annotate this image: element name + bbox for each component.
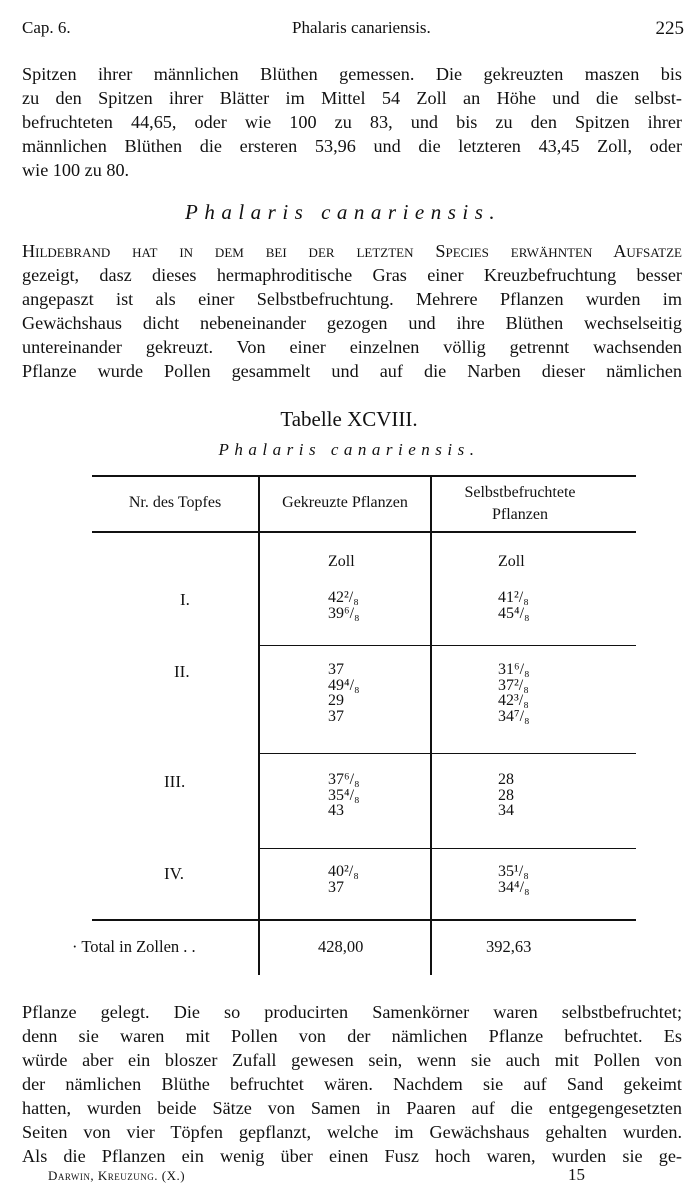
text-line: denn sie waren mit Pollen von der nämlichen Pflanze befruchtet. Es	[22, 1026, 682, 1046]
text-line: zu den Spitzen ihrer Blätter im Mittel 54 Zoll an Höhe und die selbst-	[22, 88, 682, 108]
self-values	[498, 772, 514, 819]
value: 35⁴/₈	[328, 786, 360, 804]
crossed-values	[328, 772, 360, 819]
crossed-values	[328, 864, 359, 895]
group-rule	[258, 645, 636, 646]
total-self: 392,63	[486, 937, 532, 956]
value: 37	[328, 878, 344, 896]
self-values	[498, 864, 530, 895]
pot-number: II.	[174, 662, 190, 681]
section-paragraph	[22, 239, 682, 383]
value: 28	[498, 786, 514, 804]
running-title: Phalaris canariensis.	[292, 18, 431, 37]
value: 43	[328, 802, 344, 819]
column-header-pot: Nr. des Topfes	[128, 494, 222, 511]
intro-paragraph	[22, 62, 682, 182]
outro-paragraph	[22, 1000, 682, 1168]
text-line: würde aber ein bloszer Zufall gewesen sein, wenn sie auch mit Pollen von	[22, 1050, 682, 1070]
self-values	[498, 662, 530, 724]
value: 45⁴/₈	[498, 604, 530, 622]
signature-mark: 15	[568, 1165, 585, 1184]
total-rule	[92, 919, 636, 921]
column-header-self: Selbstbefruchtete Pflanzen	[464, 484, 576, 523]
section-title: Phalaris canariensis.	[185, 200, 502, 224]
pot-number: IV.	[164, 864, 184, 883]
text-line: Gewächshaus dicht nebeneinander gezogen und ihre Blüthen wechselseitig	[22, 313, 682, 333]
self-values	[498, 590, 530, 621]
unit-label: Zoll	[328, 553, 355, 570]
text-line: hatten, wurden beide Sätze von Samen in Paaren auf die entgegengesetzten	[22, 1098, 682, 1118]
group-rule	[258, 848, 636, 849]
text-line: untereinander gekreuzt. Von einer einzelnen völlig getrennt wachsenden	[22, 337, 682, 357]
text-line: Pflanze gelegt. Die so producirten Samenkörner waren selbstbefruchtet;	[22, 1002, 682, 1022]
text-line: männlichen Blüthen die ersteren 53,96 und die letzteren 43,45 Zoll, oder	[22, 136, 682, 156]
column-divider	[430, 477, 432, 975]
table-title: Tabelle XCVIII.	[280, 407, 418, 431]
value: 41²/₈	[498, 589, 529, 606]
value: 34	[498, 802, 514, 819]
value: 37	[328, 707, 344, 725]
footer-source: Darwin, Kreuzung. (X.)	[48, 1168, 186, 1183]
text-line: wie 100 zu 80.	[22, 160, 130, 180]
value: 31⁶/₈	[498, 661, 530, 678]
column-divider	[258, 477, 260, 975]
crossed-values	[328, 662, 360, 724]
value: 29	[328, 692, 344, 709]
total-crossed: 428,00	[318, 937, 364, 956]
chapter-label: Cap. 6.	[22, 18, 71, 37]
text-line: der nämlichen Blüthe befruchtet wären. Nachdem sie auf Sand gekeimt	[22, 1074, 682, 1094]
text-line-content: Hildebrand hat in dem bei der letzten Species erwähnten Aufsatze	[22, 241, 682, 261]
column-header-crossed: Gekreuzte Pflanzen	[282, 494, 408, 511]
pot-number: III.	[164, 772, 186, 791]
text-line: Als die Pflanzen ein wenig über einen Fusz hoch waren, wurden sie ge-	[22, 1146, 682, 1166]
value: 39⁶/₈	[328, 604, 360, 622]
running-header	[22, 18, 684, 48]
text-line	[22, 239, 682, 263]
value: 37⁶/₈	[328, 771, 360, 788]
text-line: Pflanze wurde Pollen gesammelt und auf die Narben dieser nämlichen	[22, 361, 682, 381]
group-rule	[258, 753, 636, 754]
text-line: angepaszt ist als einer Selbstbefruchtung. Mehrere Pflanzen wurden im	[22, 289, 682, 309]
text-line: Seiten von vier Töpfen gepflanzt, welche im Gewächshaus gehalten wurden.	[22, 1122, 682, 1142]
total-label: · Total in Zollen . .	[72, 937, 196, 956]
text-line: befruchteten 44,65, oder wie 100 zu 83, und bis zu den Spitzen ihrer	[22, 112, 682, 132]
value: 42³/₈	[498, 692, 529, 709]
unit-label: Zoll	[498, 553, 525, 570]
value: 35¹/₈	[498, 863, 529, 880]
crossed-values	[328, 590, 360, 621]
value: 34⁷/₈	[498, 707, 530, 725]
value: 40²/₈	[328, 863, 359, 880]
text-line: gezeigt, dasz dieses hermaphroditische Gras einer Kreuzbefruchtung besser	[22, 265, 682, 285]
value: 37²/₈	[498, 676, 529, 694]
value: 37	[328, 661, 344, 678]
page-number: 225	[655, 18, 684, 39]
value: 42²/₈	[328, 589, 359, 606]
value: 34⁴/₈	[498, 878, 530, 896]
value: 28	[498, 771, 514, 788]
table-header-rule	[92, 531, 636, 533]
pot-number: I.	[180, 590, 190, 609]
table-top-rule	[92, 475, 636, 477]
value: 49⁴/₈	[328, 676, 360, 694]
table-subtitle: Phalaris canariensis.	[218, 440, 480, 459]
text-line: Spitzen ihrer männlichen Blüthen gemessen. Die gekreuzten maszen bis	[22, 64, 682, 84]
